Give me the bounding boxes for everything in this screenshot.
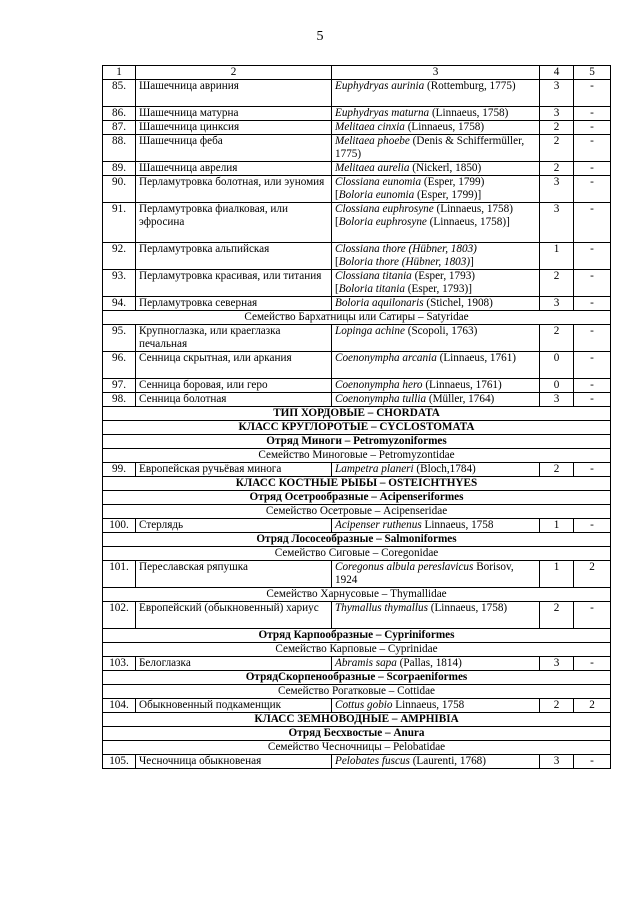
latin-authority: (Linnaeus, 1758) xyxy=(404,121,485,133)
species-number: 86. xyxy=(103,107,136,121)
order-heading: Отряд Карпообразные – Cypriniformes xyxy=(103,629,611,643)
latin-binomial: Pelobates fuscus xyxy=(335,755,410,767)
latin-authority: (Linnaeus, 1761) xyxy=(436,352,517,364)
latin-authority: (Rottemburg, 1775) xyxy=(424,80,516,92)
species-row xyxy=(103,699,611,713)
species-number: 95. xyxy=(103,325,136,352)
species-russian-name: Перламутровка красивая, или титания xyxy=(136,270,332,297)
species-latin-name: Clossiana thore (Hübner, 1803) [Boloria thore (Hübner, 1803)] xyxy=(332,243,540,270)
species-number: 93. xyxy=(103,270,136,297)
status-category: 3 xyxy=(540,755,574,769)
species-russian-name: Сенница болотная xyxy=(136,393,332,407)
species-number: 104. xyxy=(103,699,136,713)
order-heading: ОтрядСкорпенообразные – Scorpaeniformes xyxy=(103,671,611,685)
species-latin-name xyxy=(332,297,540,311)
latin-authority: (Linnaeus, 1758) xyxy=(427,602,508,614)
species-number: 102. xyxy=(103,602,136,629)
status-category: 1 xyxy=(540,561,574,588)
species-number: 97. xyxy=(103,379,136,393)
order-heading: Отряд Миноги – Petromyzoniformes xyxy=(103,435,611,449)
latin-authority: (Bloch,1784) xyxy=(413,463,476,475)
status-category: 0 xyxy=(540,352,574,379)
family-heading-row xyxy=(103,505,611,519)
status-column-5: - xyxy=(574,755,611,769)
status-column-5: - xyxy=(574,602,611,629)
species-russian-name: Чесночница обыкновеная xyxy=(136,755,332,769)
status-column-5: 2 xyxy=(574,699,611,713)
species-number: 91. xyxy=(103,203,136,243)
species-latin-name xyxy=(332,107,540,121)
species-latin-name xyxy=(332,379,540,393)
latin-authority: (Linnaeus, 1761) xyxy=(422,379,502,391)
species-number: 100. xyxy=(103,519,136,533)
order-heading-row xyxy=(103,727,611,741)
latin-binomial: Cottus gobio xyxy=(335,699,393,711)
class-heading-row xyxy=(103,713,611,727)
latin-authority: (Stichel, 1908) xyxy=(423,297,493,309)
family-heading: Семейство Карповые – Cyprinidae xyxy=(103,643,611,657)
status-column-5: - xyxy=(574,657,611,671)
status-column-5: - xyxy=(574,135,611,162)
latin-authority: Linnaeus, 1758 xyxy=(392,699,465,711)
latin-binomial: Melitaea cinxia xyxy=(335,121,405,133)
family-heading-row xyxy=(103,449,611,463)
latin-binomial: Coenonympha tullia xyxy=(335,393,427,405)
species-number: 94. xyxy=(103,297,136,311)
latin-authority: Borisov, 1924 xyxy=(335,561,514,586)
latin-binomial: Thymallus thymallus xyxy=(335,602,428,614)
species-latin-name xyxy=(332,352,540,379)
status-category: 2 xyxy=(540,325,574,352)
class-heading: КЛАСС КОСТНЫЕ РЫБЫ – OSTEICHTHYES xyxy=(103,477,611,491)
species-number: 103. xyxy=(103,657,136,671)
status-column-5: - xyxy=(574,121,611,135)
species-row xyxy=(103,393,611,407)
status-column-5: - xyxy=(574,393,611,407)
species-row xyxy=(103,270,611,297)
status-category: 2 xyxy=(540,121,574,135)
species-russian-name: Шашечница матурна xyxy=(136,107,332,121)
latin-binomial: Clossiana thore (Hübner, 1803) xyxy=(335,243,477,255)
species-russian-name: Шашечница феба xyxy=(136,135,332,162)
species-number: 92. xyxy=(103,243,136,270)
latin-binomial: Clossiana euphrosyne xyxy=(335,203,434,215)
species-latin-name: Clossiana euphrosyne (Linnaeus, 1758) [Boloria euphrosyne (Linnaeus, 1758)] xyxy=(332,203,540,243)
column-number-2: 2 xyxy=(136,66,332,80)
species-latin-name xyxy=(332,393,540,407)
latin-authority: Linnaeus, 1758 xyxy=(421,519,494,531)
species-latin-name xyxy=(332,755,540,769)
family-heading-row xyxy=(103,741,611,755)
species-latin-name xyxy=(332,135,540,162)
latin-binomial: Abramis sapa xyxy=(335,657,397,669)
species-russian-name: Белоглазка xyxy=(136,657,332,671)
status-column-5: - xyxy=(574,379,611,393)
latin-binomial: Clossiana eunomia xyxy=(335,176,422,188)
species-russian-name: Европейский (обыкновенный) хариус xyxy=(136,602,332,629)
latin-authority: (Linnaeus, 1758) xyxy=(429,107,509,119)
species-table-body xyxy=(103,66,611,769)
latin-synonym: Boloria thore (Hübner, 1803) xyxy=(338,256,471,268)
species-row xyxy=(103,297,611,311)
status-column-5: - xyxy=(574,463,611,477)
status-column-5: - xyxy=(574,107,611,121)
status-column-5: - xyxy=(574,80,611,107)
status-column-5: - xyxy=(574,297,611,311)
class-heading: КЛАСС ЗЕМНОВОДНЫЕ – AMPHIBIA xyxy=(103,713,611,727)
family-heading: Семейство Миноговые – Petromyzontidae xyxy=(103,449,611,463)
status-category: 0 xyxy=(540,379,574,393)
order-heading-row xyxy=(103,671,611,685)
family-heading-row xyxy=(103,643,611,657)
species-row xyxy=(103,135,611,162)
family-heading: Семейство Харнусовые – Thymallidae xyxy=(103,588,611,602)
status-category: 3 xyxy=(540,176,574,203)
status-column-5: - xyxy=(574,203,611,243)
column-number-row xyxy=(103,66,611,80)
species-russian-name: Перламутровка альпийская xyxy=(136,243,332,270)
species-number: 99. xyxy=(103,463,136,477)
family-heading-row xyxy=(103,588,611,602)
family-heading: Семейство Сиговые – Coregonidae xyxy=(103,547,611,561)
status-category: 3 xyxy=(540,657,574,671)
species-row xyxy=(103,162,611,176)
class-heading: КЛАСС КРУГЛОРОТЫЕ – CYCLOSTOMATA xyxy=(103,421,611,435)
status-column-5: - xyxy=(574,162,611,176)
species-russian-name: Сенница скрытная, или аркания xyxy=(136,352,332,379)
latin-synonym-authority: (Linnaeus, 1758) xyxy=(426,216,507,228)
species-russian-name: Переславская ряпушка xyxy=(136,561,332,588)
order-heading-row xyxy=(103,533,611,547)
latin-authority: (Linnaeus, 1758) xyxy=(433,203,513,215)
species-russian-name: Перламутровка северная xyxy=(136,297,332,311)
class-heading-row xyxy=(103,421,611,435)
species-number: 98. xyxy=(103,393,136,407)
latin-authority: (Scopoli, 1763) xyxy=(404,325,478,337)
species-latin-name: Clossiana eunomia (Esper, 1799) [Boloria eunomia (Esper, 1799)] xyxy=(332,176,540,203)
species-table xyxy=(102,65,611,769)
status-category: 2 xyxy=(540,463,574,477)
species-number: 101. xyxy=(103,561,136,588)
species-number: 96. xyxy=(103,352,136,379)
species-russian-name: Перламутровка болотная, или эуномия xyxy=(136,176,332,203)
species-number: 89. xyxy=(103,162,136,176)
species-row xyxy=(103,325,611,352)
species-row xyxy=(103,379,611,393)
latin-authority: (Esper, 1793) xyxy=(411,270,476,282)
latin-binomial: Euphydryas aurinia xyxy=(335,80,425,92)
species-latin-name xyxy=(332,121,540,135)
class-heading-row xyxy=(103,477,611,491)
species-russian-name: Шашечница цинксия xyxy=(136,121,332,135)
species-russian-name: Шашечница аврелия xyxy=(136,162,332,176)
column-number-4: 4 xyxy=(540,66,574,80)
species-russian-name: Перламутровка фиалковая, или эфросина xyxy=(136,203,332,243)
status-category: 3 xyxy=(540,107,574,121)
latin-binomial: Clossiana titania xyxy=(335,270,412,282)
status-category: 3 xyxy=(540,203,574,243)
latin-authority: (Müller, 1764) xyxy=(426,393,495,405)
species-row xyxy=(103,243,611,270)
order-heading: Отряд Лососеобразные – Salmoniformes xyxy=(103,533,611,547)
latin-synonym: Boloria euphrosyne xyxy=(338,216,427,228)
order-heading: Отряд Бесхвостые – Anura xyxy=(103,727,611,741)
species-latin-name xyxy=(332,325,540,352)
order-heading-row xyxy=(103,435,611,449)
species-row xyxy=(103,203,611,243)
species-row xyxy=(103,561,611,588)
species-row xyxy=(103,657,611,671)
status-category: 3 xyxy=(540,80,574,107)
family-heading-row xyxy=(103,311,611,325)
latin-synonym: Boloria titania xyxy=(338,283,405,295)
column-number-5: 5 xyxy=(574,66,611,80)
species-number: 85. xyxy=(103,80,136,107)
family-heading-row xyxy=(103,547,611,561)
status-category: 2 xyxy=(540,270,574,297)
class-heading: ТИП ХОРДОВЫЕ – CHORDATA xyxy=(103,407,611,421)
latin-binomial: Coenonympha arcania xyxy=(335,352,437,364)
status-column-5: - xyxy=(574,270,611,297)
latin-binomial: Melitaea aurelia xyxy=(335,162,410,174)
latin-binomial: Acipenser ruthenus xyxy=(335,519,422,531)
species-row xyxy=(103,755,611,769)
latin-binomial: Lopinga achine xyxy=(335,325,405,337)
family-heading-row xyxy=(103,685,611,699)
species-latin-name xyxy=(332,80,540,107)
status-column-5: - xyxy=(574,325,611,352)
species-number: 90. xyxy=(103,176,136,203)
column-number-3: 3 xyxy=(332,66,540,80)
species-row xyxy=(103,463,611,477)
status-column-5: - xyxy=(574,519,611,533)
order-heading: Отряд Осетрообразные – Acipenseriformes xyxy=(103,491,611,505)
latin-binomial: Melitaea phoebe xyxy=(335,135,410,147)
status-category: 3 xyxy=(540,393,574,407)
species-russian-name: Сенница боровая, или геро xyxy=(136,379,332,393)
species-row xyxy=(103,107,611,121)
latin-binomial: Coregonus albula pereslavicus xyxy=(335,561,474,573)
status-category: 2 xyxy=(540,699,574,713)
species-number: 87. xyxy=(103,121,136,135)
species-row xyxy=(103,602,611,629)
species-russian-name: Стерлядь xyxy=(136,519,332,533)
latin-binomial: Coenonympha hero xyxy=(335,379,423,391)
species-number: 88. xyxy=(103,135,136,162)
species-latin-name xyxy=(332,519,540,533)
page-number: 5 xyxy=(316,29,324,44)
latin-synonym: Boloria eunomia xyxy=(338,189,415,201)
status-category: 2 xyxy=(540,602,574,629)
species-latin-name xyxy=(332,602,540,629)
status-column-5: 2 xyxy=(574,561,611,588)
species-row xyxy=(103,121,611,135)
status-column-5: - xyxy=(574,352,611,379)
latin-authority: (Esper, 1799) xyxy=(421,176,485,188)
species-number: 105. xyxy=(103,755,136,769)
order-heading-row xyxy=(103,629,611,643)
latin-synonym-authority: (Esper, 1799) xyxy=(414,189,478,201)
status-column-5: - xyxy=(574,243,611,270)
latin-authority: (Laurenti, 1768) xyxy=(409,755,487,767)
species-russian-name: Обыкновенный подкаменщик xyxy=(136,699,332,713)
latin-authority: (Denis & Schiffermüller, 1775) xyxy=(335,135,525,160)
species-row xyxy=(103,176,611,203)
status-category: 3 xyxy=(540,297,574,311)
status-category: 2 xyxy=(540,135,574,162)
family-heading: Семейство Бархатницы или Сатиры – Satyridae xyxy=(103,311,611,325)
species-russian-name: Шашечница авриния xyxy=(136,80,332,107)
family-heading: Семейство Чесночницы – Pelobatidae xyxy=(103,741,611,755)
latin-binomial: Boloria aquilonaris xyxy=(335,297,424,309)
species-russian-name: Крупноглазка, или краеглазка печальная xyxy=(136,325,332,352)
species-latin-name: Clossiana titania (Esper, 1793) [Boloria titania (Esper, 1793)] xyxy=(332,270,540,297)
species-latin-name xyxy=(332,463,540,477)
status-category: 2 xyxy=(540,162,574,176)
family-heading: Семейство Осетровые – Acipenseridae xyxy=(103,505,611,519)
latin-synonym-authority: (Esper, 1793) xyxy=(404,283,469,295)
column-number-1: 1 xyxy=(103,66,136,80)
latin-binomial: Euphydryas maturna xyxy=(335,107,430,119)
species-latin-name xyxy=(332,699,540,713)
status-column-5: - xyxy=(574,176,611,203)
species-latin-name xyxy=(332,657,540,671)
order-heading-row xyxy=(103,491,611,505)
status-category: 1 xyxy=(540,243,574,270)
latin-authority: (Pallas, 1814) xyxy=(396,657,462,669)
species-row xyxy=(103,80,611,107)
status-category: 1 xyxy=(540,519,574,533)
family-heading: Семейство Рогатковые – Cottidae xyxy=(103,685,611,699)
species-russian-name: Европейская ручьёвая минога xyxy=(136,463,332,477)
species-row xyxy=(103,352,611,379)
species-latin-name xyxy=(332,561,540,588)
class-heading-row xyxy=(103,407,611,421)
species-latin-name xyxy=(332,162,540,176)
species-row xyxy=(103,519,611,533)
latin-authority: (Nickerl, 1850) xyxy=(409,162,482,174)
latin-binomial: Lampetra planeri xyxy=(335,463,414,475)
